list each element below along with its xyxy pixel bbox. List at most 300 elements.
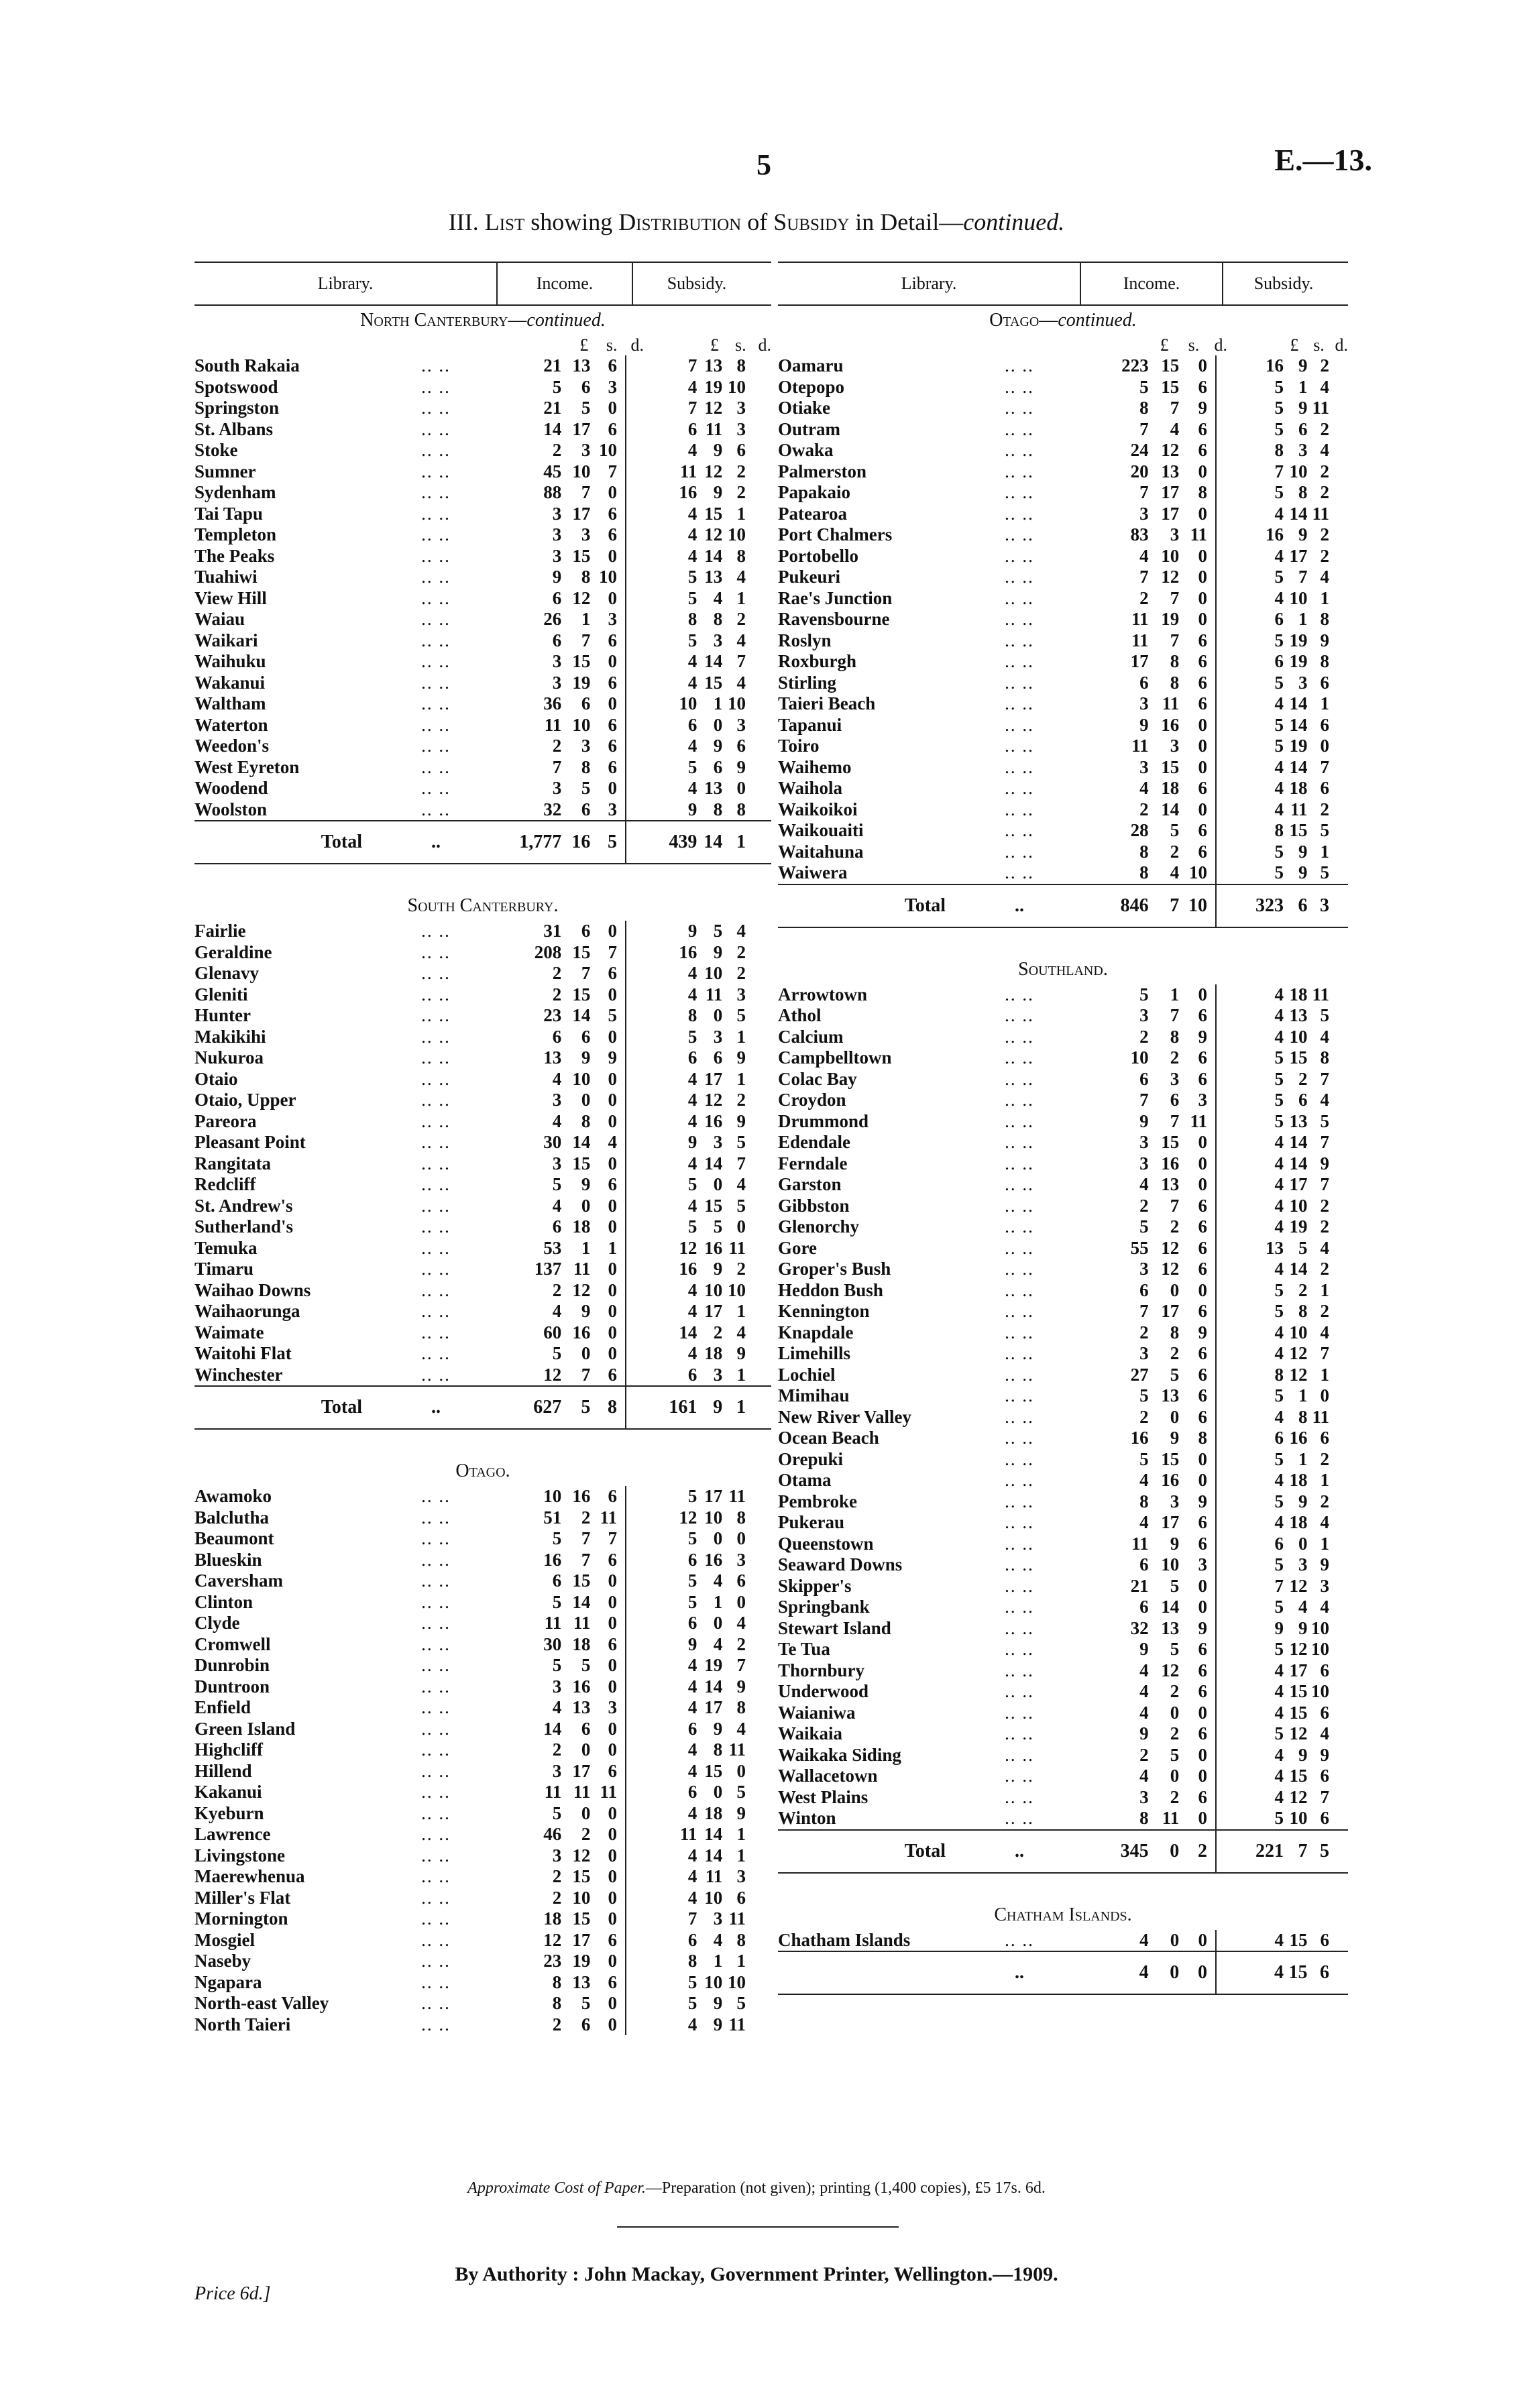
income-value-part: 4 (1139, 1660, 1149, 1680)
income-value (496, 1343, 617, 1365)
income-value-part: 0 (1198, 503, 1207, 524)
column-divider (625, 1888, 640, 1909)
table-row (194, 1908, 771, 1930)
subsidy-value-part: 2 (713, 1322, 723, 1342)
subsidy-value (1230, 1766, 1329, 1787)
subsidy-value-part: 6 (687, 1549, 697, 1570)
income-value-part: 4 (1170, 862, 1180, 882)
subsidy-value-part: 0 (736, 1528, 746, 1548)
income-value-part: 3 (552, 1845, 562, 1866)
income-value (496, 1090, 617, 1111)
leader-dots: .. .. (1005, 1786, 1034, 1807)
table-row (194, 588, 771, 610)
income-value (496, 1005, 617, 1027)
income-value (1080, 1723, 1207, 1745)
income-value-part: 15 (1161, 355, 1180, 376)
leader-dots: .. .. (421, 984, 451, 1005)
library-name: Owaka (778, 440, 834, 460)
table-row (194, 419, 771, 441)
column-divider (625, 1507, 640, 1529)
subsidy-value-part: 0 (713, 1528, 723, 1548)
subsidy-value-part: 4 (687, 1676, 697, 1697)
income-value-part: 3 (1139, 1132, 1149, 1152)
subsidy-value (640, 1216, 746, 1238)
income-value-part: 7 (581, 963, 591, 983)
column-divider (625, 1238, 640, 1259)
subsidy-value-part: 8 (1274, 1364, 1284, 1385)
income-value-part: 5 (581, 1993, 591, 2013)
leader-dots: .. .. (421, 1971, 451, 1992)
column-divider (1215, 609, 1230, 630)
table-row (194, 440, 771, 461)
subsidy-value-part: 5 (1274, 482, 1284, 502)
subsidy-value-part: 9 (1298, 1744, 1308, 1765)
subsidy-value-part: 4 (1274, 1512, 1284, 1532)
leader-dots: .. .. (1005, 587, 1034, 608)
table-row (778, 1407, 1348, 1428)
library-name: Te Tua (778, 1639, 830, 1659)
income-value-part: 1 (581, 609, 591, 629)
total-subsidy-part: 4 (1274, 1962, 1284, 1983)
income-value-part: 2 (552, 1739, 562, 1760)
library-name: Gibbston (778, 1195, 850, 1216)
table-row (778, 398, 1348, 419)
subsidy-value (640, 1196, 746, 1217)
subsidy-value-part: 17 (1289, 545, 1308, 566)
subsidy-value (1230, 1174, 1329, 1196)
library-name: Sutherland's (194, 1216, 294, 1237)
table-row (778, 567, 1348, 588)
subsidy-value-part: 11 (1312, 984, 1329, 1005)
income-value-part: 0 (608, 1908, 617, 1929)
subsidy-value-part: 9 (736, 1047, 746, 1068)
leader-dots: .. .. (421, 1322, 451, 1342)
leader-dots: .. .. (421, 693, 451, 713)
income-value (1080, 820, 1207, 842)
income-value-part: 5 (1170, 1364, 1180, 1385)
subsidy-value-part: 4 (687, 984, 697, 1005)
leader-dots: .. .. (1005, 841, 1034, 862)
library-name: Enfield (194, 1697, 251, 1717)
subsidy-value-part: 6 (1320, 1766, 1329, 1786)
table-row (778, 1047, 1348, 1069)
library-name: Livingstone (194, 1845, 286, 1866)
subsidy-value-part: 10 (728, 1971, 746, 1992)
total-income-part: 846 (1120, 895, 1149, 916)
column-divider (625, 1387, 640, 1428)
income-value-part: 7 (1139, 567, 1149, 587)
income-value (1080, 609, 1207, 630)
library-name: Rae's Junction (778, 587, 893, 608)
leader-dots: .. .. (1005, 1216, 1034, 1237)
subsidy-value-part: 15 (1289, 1929, 1308, 1950)
column-divider (1215, 1343, 1230, 1365)
subsidy-value-part: 4 (1274, 503, 1284, 524)
subsidy-value-part: 4 (713, 1929, 723, 1950)
subsidy-value (640, 1153, 746, 1175)
library-name: Tapanui (778, 714, 842, 735)
income-value-part: 2 (1170, 1681, 1180, 1701)
income-value-part: 5 (581, 398, 591, 418)
subsidy-value-part: 4 (687, 1090, 697, 1110)
section-title (194, 1456, 771, 1486)
table-row (778, 1930, 1348, 1951)
leader-dots: .. .. (1005, 524, 1034, 544)
income-value (496, 609, 617, 630)
subsidy-value-part: 2 (1320, 1195, 1329, 1216)
income-value-part: 2 (552, 963, 562, 983)
income-value (496, 1634, 617, 1656)
income-value-part: 8 (552, 1993, 562, 2013)
leader-dots: .. .. (1005, 1723, 1034, 1743)
column-divider (625, 609, 640, 630)
column-divider (1215, 546, 1230, 567)
table-row (194, 461, 771, 483)
income-value (1080, 1385, 1207, 1407)
subsidy-value (640, 1322, 746, 1344)
income-value-part: 12 (543, 1364, 562, 1385)
authority-line: By Authority : John Mackay, Government Printer, Wellington.—1909. (455, 2263, 1058, 2285)
leader-dots: .. .. (1005, 736, 1034, 756)
subsidy-value-part: 14 (704, 545, 723, 566)
table-row (778, 419, 1348, 441)
subsidy-value (1230, 1554, 1329, 1576)
library-name: Dunrobin (194, 1655, 270, 1675)
library-name: Sydenham (194, 482, 276, 502)
subsidy-value-part: 4 (736, 672, 746, 693)
income-value (496, 1259, 617, 1280)
table-row (778, 1639, 1348, 1660)
income-value (496, 377, 617, 398)
table-row (194, 1365, 771, 1386)
library-name: Campbelltown (778, 1047, 892, 1068)
subsidy-value-part: 2 (736, 963, 746, 983)
subsidy-value (1230, 524, 1329, 546)
income-value-part: 0 (608, 1866, 617, 1886)
total-row (778, 1951, 1348, 1995)
total-subsidy-part: 221 (1255, 1840, 1284, 1861)
column-divider (1215, 1639, 1230, 1660)
subsidy-value-part: 1 (736, 1301, 746, 1321)
income-value-part: 12 (543, 1929, 562, 1950)
table-row (778, 377, 1348, 398)
subsidy-value (1230, 1639, 1329, 1660)
library-name: Pukerau (778, 1512, 845, 1532)
subsidy-value-part: 5 (736, 1195, 746, 1216)
library-name: Patearoa (778, 503, 847, 524)
income-value (1080, 1470, 1207, 1491)
income-value (1080, 1111, 1207, 1133)
income-value-part: 4 (1139, 1681, 1149, 1701)
table-row (194, 1005, 771, 1027)
subsidy-value-part: 4 (687, 524, 697, 544)
income-lsd-part: s. (606, 335, 618, 355)
income-value-part: 0 (608, 1301, 617, 1321)
column-divider (1215, 1512, 1230, 1534)
income-value (496, 778, 617, 799)
income-value-part: 10 (543, 1486, 562, 1506)
table-row (194, 546, 771, 567)
column-divider (625, 1866, 640, 1888)
lsd-header (778, 335, 1348, 355)
column-divider (625, 1047, 640, 1069)
income-value-part: 8 (1139, 398, 1149, 418)
column-divider (1215, 1491, 1230, 1513)
income-value-part: 6 (1139, 1279, 1149, 1300)
income-value (1080, 1639, 1207, 1660)
income-value (496, 461, 617, 483)
table-row (194, 1507, 771, 1529)
subsidy-value (640, 1280, 746, 1302)
total-subsidy (640, 1387, 746, 1428)
column-divider (1215, 355, 1230, 377)
subsidy-value-part: 16 (704, 1549, 723, 1570)
library-name: Wallacetown (778, 1766, 878, 1786)
income-value (496, 1570, 617, 1592)
leader-dots: .. (1015, 1962, 1024, 1983)
subsidy-value (1230, 1259, 1329, 1280)
subsidy-value-part: 2 (736, 482, 746, 502)
subsidy-value-part: 9 (713, 440, 723, 460)
subsidy-value-part: 1 (1320, 1279, 1329, 1300)
subsidy-value-part: 13 (1289, 1110, 1308, 1131)
table-row (194, 482, 771, 504)
subsidy-value (1230, 461, 1329, 483)
subsidy-value-part: 4 (1274, 1929, 1284, 1950)
income-value-part: 0 (1198, 1808, 1207, 1828)
subsidy-value-part: 6 (1320, 672, 1329, 693)
table-row (778, 1027, 1348, 1048)
column-divider (1215, 1047, 1230, 1069)
subsidy-value-part: 4 (1320, 1597, 1329, 1617)
table-row (778, 461, 1348, 483)
leader-dots: .. .. (1005, 1068, 1034, 1089)
income-value-part: 3 (1198, 1554, 1207, 1574)
income-value-part: 5 (552, 1528, 562, 1548)
subsidy-value-part: 9 (736, 756, 746, 777)
table-row (778, 1132, 1348, 1153)
subsidy-value-part: 5 (687, 1216, 697, 1237)
income-value (496, 1697, 617, 1719)
library-name: Palmerston (778, 461, 866, 481)
library-name: Templeton (194, 524, 277, 544)
library-name: Port Chalmers (778, 524, 893, 544)
subsidy-value-part: 0 (736, 1760, 746, 1781)
subsidy-value-part: 4 (687, 376, 697, 397)
income-value-part: 0 (608, 1110, 617, 1131)
income-value-part: 4 (1139, 1929, 1149, 1950)
subsidy-value-part: 5 (1274, 1808, 1284, 1828)
leader-dots: .. .. (1005, 1322, 1034, 1342)
subsidy-value-part: 4 (687, 1153, 697, 1173)
income-value-part: 0 (1198, 714, 1207, 735)
leader-dots: .. .. (1005, 1153, 1034, 1173)
leader-dots: .. .. (421, 418, 451, 439)
income-value-part: 0 (1198, 587, 1207, 608)
income-value (496, 524, 617, 546)
income-value-part: 0 (608, 1322, 617, 1342)
income-value-part: 0 (608, 1993, 617, 2013)
income-value-part: 19 (572, 672, 591, 693)
income-value (1080, 1174, 1207, 1196)
income-value-part: 13 (1161, 1617, 1180, 1638)
library-name: Maerewhenua (194, 1866, 305, 1886)
total-income (496, 821, 617, 863)
table-row (194, 524, 771, 546)
column-divider (1215, 1196, 1230, 1217)
subsidy-value-part: 6 (736, 1570, 746, 1591)
income-value-part: 6 (1198, 1639, 1207, 1659)
income-value-part: 3 (552, 503, 562, 524)
subsidy-value-part: 8 (736, 1697, 746, 1717)
column-divider (625, 1365, 640, 1386)
leader-dots: .. .. (1005, 1047, 1034, 1068)
income-value-part: 5 (1170, 820, 1180, 840)
income-value-part: 9 (1198, 1322, 1207, 1342)
column-divider (1215, 1930, 1230, 1951)
lsd-spacer (644, 335, 657, 355)
leader-dots: .. .. (421, 1153, 451, 1173)
income-value-part: 3 (552, 524, 562, 544)
total-subsidy (1230, 1952, 1329, 1994)
income-value-part: 0 (1198, 756, 1207, 777)
subsidy-value-part: 3 (736, 418, 746, 439)
total-subsidy-part: 9 (713, 1397, 723, 1418)
income-value-part: 2 (1170, 1343, 1180, 1363)
income-value-part: 15 (572, 984, 591, 1005)
subsidy-value-part: 4 (687, 778, 697, 798)
income-value-part: 0 (608, 1279, 617, 1300)
library-name: Lawrence (194, 1824, 271, 1844)
library-name: Athol (778, 1005, 822, 1025)
subsidy-value-part: 5 (687, 756, 697, 777)
income-value-part: 6 (608, 963, 617, 983)
column-divider (1215, 1723, 1230, 1745)
subsidy-value (1230, 1365, 1329, 1386)
subsidy-value (640, 1507, 746, 1529)
library-name: Geraldine (194, 941, 272, 962)
income-value-part: 0 (608, 1343, 617, 1363)
subsidy-value-part: 17 (1289, 1174, 1308, 1194)
leader-dots: .. .. (1005, 714, 1034, 735)
subsidy-value-part: 5 (1274, 714, 1284, 735)
subsidy-value-part: 19 (1289, 630, 1308, 650)
library-name: South Rakaia (194, 355, 300, 376)
income-value (496, 1238, 617, 1259)
subsidy-value-part: 4 (736, 1613, 746, 1633)
library-name: Waikaia (778, 1723, 843, 1743)
leader-dots: .. .. (421, 651, 451, 671)
column-divider (625, 630, 640, 652)
column-divider (625, 398, 640, 419)
subsidy-value-part: 9 (736, 1110, 746, 1131)
subsidy-value-part: 3 (736, 398, 746, 418)
income-value-part: 0 (1198, 1597, 1207, 1617)
table-row (194, 1280, 771, 1302)
lsd-spacer (798, 335, 1100, 355)
subsidy-value-part: 16 (679, 482, 697, 502)
library-name: Groper's Bush (778, 1259, 891, 1279)
income-value (1080, 1407, 1207, 1428)
subsidy-value (640, 630, 746, 652)
income-value-part: 11 (1131, 1533, 1149, 1554)
library-name: Clinton (194, 1591, 254, 1612)
income-value (496, 1196, 617, 1217)
income-value (496, 1613, 617, 1634)
table-row (194, 1486, 771, 1507)
subsidy-value-part: 6 (1320, 1808, 1329, 1828)
income-value-part: 6 (1198, 1343, 1207, 1363)
subsidy-value-part: 9 (1274, 1617, 1284, 1638)
leader-dots: .. .. (421, 1237, 451, 1258)
subsidy-value-part: 8 (687, 1005, 697, 1025)
column-divider (625, 461, 640, 483)
income-value (496, 1824, 617, 1845)
subsidy-value-part: 10 (1289, 587, 1308, 608)
subsidy-value-part: 4 (1274, 693, 1284, 713)
subsidy-value-part: 9 (687, 799, 697, 819)
table-row (778, 524, 1348, 546)
column-divider (1215, 1216, 1230, 1238)
subsidy-value-part: 4 (687, 963, 697, 983)
subsidy-value-part: 5 (1274, 1597, 1284, 1617)
library-name: Waikouaiti (778, 820, 864, 840)
table-row (194, 1739, 771, 1761)
table-row (778, 1534, 1348, 1555)
table-row (194, 1174, 771, 1196)
column-divider (625, 1343, 640, 1365)
library-name: Tuahiwi (194, 567, 258, 587)
library-name: Waihao Downs (194, 1279, 311, 1300)
income-value-part: 3 (608, 376, 617, 397)
income-value-part: 8 (1139, 1491, 1149, 1511)
income-value-part: 2 (552, 984, 562, 1005)
column-divider (625, 546, 640, 567)
income-value (496, 1111, 617, 1133)
subsidy-value-part: 2 (1320, 799, 1329, 819)
income-value-part: 12 (1161, 440, 1180, 460)
subsidy-value-part: 2 (736, 1633, 746, 1654)
leader-dots: .. .. (421, 1866, 451, 1886)
column-divider (625, 1676, 640, 1698)
column-divider (625, 715, 640, 736)
income-value-part: 17 (572, 1760, 591, 1781)
leader-dots: .. .. (421, 1570, 451, 1591)
subsidy-value-part: 6 (1274, 1533, 1284, 1554)
column-divider (625, 482, 640, 504)
library-name: Skipper's (778, 1575, 852, 1596)
income-value-part: 9 (608, 1047, 617, 1068)
income-value-part: 9 (1198, 1026, 1207, 1047)
column-divider (625, 1280, 640, 1302)
total-income (1080, 885, 1207, 927)
library-name: Nukuroa (194, 1047, 264, 1068)
column-divider (625, 419, 640, 441)
column-divider (625, 1322, 640, 1344)
income-value-part: 0 (608, 1216, 617, 1237)
column-divider (625, 1301, 640, 1322)
income-value (1080, 419, 1207, 441)
table-row (778, 984, 1348, 1006)
subsidy-value-part: 3 (736, 714, 746, 735)
subsidy-value-part: 14 (1289, 1259, 1308, 1279)
library-name: St. Albans (194, 418, 274, 439)
income-value-part: 0 (608, 1887, 617, 1908)
income-value-part: 6 (1198, 1216, 1207, 1237)
income-value-part: 3 (1170, 1491, 1180, 1511)
table-row (778, 504, 1348, 525)
income-value-part: 0 (1198, 799, 1207, 819)
